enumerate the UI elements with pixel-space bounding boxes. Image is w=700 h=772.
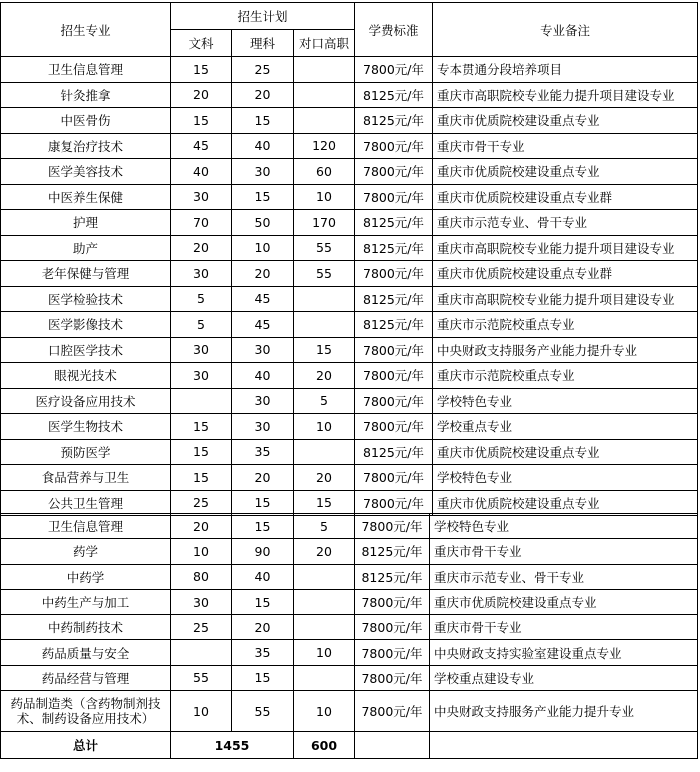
science-cell: 40 — [232, 133, 294, 159]
science-cell: 90 — [232, 539, 294, 564]
vocational-cell: 55 — [294, 235, 355, 261]
science-cell: 20 — [232, 465, 294, 491]
table-row — [1, 210, 698, 236]
table-row — [1, 615, 698, 640]
major-cell: 食品营养与卫生 — [1, 465, 171, 491]
table-row — [1, 82, 698, 108]
arts-cell: 15 — [171, 439, 232, 465]
table-row — [1, 640, 698, 665]
table-row — [1, 439, 698, 465]
table-row — [1, 235, 698, 261]
total-label: 总计 — [1, 732, 171, 759]
fee-cell: 8125元/年 — [355, 286, 433, 312]
note-cell: 学校重点专业 — [433, 414, 698, 440]
vocational-cell: 20 — [294, 363, 355, 389]
table-row — [1, 388, 698, 414]
arts-cell: 25 — [171, 490, 232, 516]
note-cell: 重庆市示范专业、骨干专业 — [430, 564, 698, 589]
arts-cell: 15 — [171, 57, 232, 83]
arts-cell: 80 — [171, 564, 232, 589]
major-cell: 预防医学 — [1, 439, 171, 465]
fee-cell: 7800元/年 — [355, 159, 433, 185]
science-cell: 40 — [232, 564, 294, 589]
table-row — [1, 589, 698, 614]
fee-cell: 7800元/年 — [355, 133, 433, 159]
arts-cell: 10 — [171, 691, 232, 732]
arts-cell: 10 — [171, 539, 232, 564]
vocational-cell — [294, 286, 355, 312]
vocational-cell: 15 — [294, 490, 355, 516]
major-cell: 医学检验技术 — [1, 286, 171, 312]
vocational-cell: 120 — [294, 133, 355, 159]
science-cell: 30 — [232, 388, 294, 414]
science-cell: 35 — [232, 439, 294, 465]
fee-cell: 8125元/年 — [355, 312, 433, 338]
fee-cell: 8125元/年 — [355, 564, 430, 589]
total-vocational: 600 — [294, 732, 355, 759]
table-row — [1, 159, 698, 185]
header-plan: 招生计划 — [171, 3, 355, 30]
header-science: 理科 — [232, 30, 294, 57]
science-cell: 25 — [232, 57, 294, 83]
vocational-cell: 15 — [294, 337, 355, 363]
note-cell: 重庆市优质院校建设重点专业 — [433, 439, 698, 465]
table-row — [1, 665, 698, 690]
major-cell: 中药制药技术 — [1, 615, 171, 640]
table-row — [1, 261, 698, 287]
note-cell: 重庆市优质院校建设重点专业群 — [433, 184, 698, 210]
science-cell: 20 — [232, 82, 294, 108]
fee-cell: 7800元/年 — [355, 414, 433, 440]
science-cell: 30 — [232, 337, 294, 363]
note-cell: 重庆市高职院校专业能力提升项目建设专业 — [433, 82, 698, 108]
fee-cell: 7800元/年 — [355, 514, 430, 539]
vocational-cell: 10 — [294, 184, 355, 210]
note-cell: 重庆市示范院校重点专业 — [433, 312, 698, 338]
fee-cell: 7800元/年 — [355, 589, 430, 614]
science-cell: 15 — [232, 514, 294, 539]
arts-cell: 30 — [171, 337, 232, 363]
table-row — [1, 363, 698, 389]
science-cell: 30 — [232, 159, 294, 185]
major-cell: 中医养生保健 — [1, 184, 171, 210]
arts-cell: 15 — [171, 108, 232, 134]
enrollment-table-part2 — [0, 513, 698, 759]
header-major: 招生专业 — [1, 3, 171, 57]
major-cell: 中药生产与加工 — [1, 589, 171, 614]
table-row — [1, 414, 698, 440]
table-row — [1, 514, 698, 539]
arts-cell — [171, 388, 232, 414]
note-cell: 重庆市示范院校重点专业 — [433, 363, 698, 389]
major-cell: 老年保健与管理 — [1, 261, 171, 287]
fee-cell: 8125元/年 — [355, 539, 430, 564]
vocational-cell — [294, 312, 355, 338]
science-cell: 45 — [232, 286, 294, 312]
arts-cell: 55 — [171, 665, 232, 690]
major-cell: 眼视光技术 — [1, 363, 171, 389]
fee-cell: 7800元/年 — [355, 490, 433, 516]
vocational-cell — [294, 108, 355, 134]
vocational-cell: 5 — [294, 514, 355, 539]
note-cell: 重庆市优质院校建设重点专业 — [433, 159, 698, 185]
vocational-cell: 5 — [294, 388, 355, 414]
major-cell: 药学 — [1, 539, 171, 564]
fee-cell: 7800元/年 — [355, 465, 433, 491]
science-cell: 15 — [232, 108, 294, 134]
science-cell: 15 — [232, 490, 294, 516]
table-row — [1, 108, 698, 134]
arts-cell: 25 — [171, 615, 232, 640]
table-row — [1, 691, 698, 732]
science-cell: 30 — [232, 414, 294, 440]
arts-cell: 40 — [171, 159, 232, 185]
arts-cell: 20 — [171, 82, 232, 108]
science-cell: 40 — [232, 363, 294, 389]
science-cell: 15 — [232, 589, 294, 614]
enrollment-table-part1 — [0, 2, 698, 516]
note-cell: 重庆市优质院校建设重点专业 — [430, 589, 698, 614]
major-cell: 护理 — [1, 210, 171, 236]
major-cell: 针灸推拿 — [1, 82, 171, 108]
arts-cell: 45 — [171, 133, 232, 159]
arts-cell — [171, 640, 232, 665]
vocational-cell — [294, 439, 355, 465]
table-row — [1, 57, 698, 83]
total-fee-empty — [355, 732, 430, 759]
fee-cell: 7800元/年 — [355, 363, 433, 389]
major-cell: 助产 — [1, 235, 171, 261]
table-row — [1, 133, 698, 159]
arts-cell: 15 — [171, 414, 232, 440]
fee-cell: 7800元/年 — [355, 261, 433, 287]
vocational-cell: 10 — [294, 640, 355, 665]
fee-cell: 7800元/年 — [355, 337, 433, 363]
vocational-cell: 20 — [294, 465, 355, 491]
table-row — [1, 337, 698, 363]
note-cell: 重庆市优质院校建设重点专业 — [433, 490, 698, 516]
major-cell: 医学影像技术 — [1, 312, 171, 338]
note-cell: 重庆市高职院校专业能力提升项目建设专业 — [433, 286, 698, 312]
note-cell: 学校特色专业 — [433, 465, 698, 491]
science-cell: 20 — [232, 615, 294, 640]
fee-cell: 8125元/年 — [355, 235, 433, 261]
table-body-part1 — [1, 57, 698, 516]
note-cell: 重庆市优质院校建设重点专业 — [433, 108, 698, 134]
vocational-cell — [294, 589, 355, 614]
fee-cell: 8125元/年 — [355, 439, 433, 465]
table-row — [1, 564, 698, 589]
vocational-cell: 60 — [294, 159, 355, 185]
major-cell: 中药学 — [1, 564, 171, 589]
note-cell: 专本贯通分段培养项目 — [433, 57, 698, 83]
note-cell: 重庆市高职院校专业能力提升项目建设专业 — [433, 235, 698, 261]
arts-cell: 20 — [171, 235, 232, 261]
note-cell: 重庆市骨干专业 — [433, 133, 698, 159]
note-cell: 重庆市骨干专业 — [430, 615, 698, 640]
science-cell: 55 — [232, 691, 294, 732]
vocational-cell: 170 — [294, 210, 355, 236]
fee-cell: 7800元/年 — [355, 615, 430, 640]
vocational-cell: 55 — [294, 261, 355, 287]
major-cell: 医疗设备应用技术 — [1, 388, 171, 414]
note-cell: 学校特色专业 — [430, 514, 698, 539]
note-cell: 学校重点建设专业 — [430, 665, 698, 690]
science-cell: 20 — [232, 261, 294, 287]
header-arts: 文科 — [171, 30, 232, 57]
vocational-cell: 10 — [294, 691, 355, 732]
major-cell: 口腔医学技术 — [1, 337, 171, 363]
table-row — [1, 465, 698, 491]
note-cell: 重庆市优质院校建设重点专业群 — [433, 261, 698, 287]
major-cell: 药品质量与安全 — [1, 640, 171, 665]
major-cell: 康复治疗技术 — [1, 133, 171, 159]
fee-cell: 8125元/年 — [355, 210, 433, 236]
table-row — [1, 184, 698, 210]
science-cell: 50 — [232, 210, 294, 236]
fee-cell: 8125元/年 — [355, 108, 433, 134]
arts-cell: 70 — [171, 210, 232, 236]
fee-cell: 7800元/年 — [355, 691, 430, 732]
vocational-cell: 20 — [294, 539, 355, 564]
fee-cell: 7800元/年 — [355, 184, 433, 210]
note-cell: 中央财政支持实验室建设重点专业 — [430, 640, 698, 665]
table-body-part2 — [1, 514, 698, 732]
arts-cell: 30 — [171, 363, 232, 389]
major-cell: 卫生信息管理 — [1, 57, 171, 83]
arts-cell: 5 — [171, 312, 232, 338]
fee-cell: 8125元/年 — [355, 82, 433, 108]
major-cell: 医学美容技术 — [1, 159, 171, 185]
vocational-cell — [294, 57, 355, 83]
arts-cell: 30 — [171, 184, 232, 210]
arts-cell: 20 — [171, 514, 232, 539]
note-cell: 中央财政支持服务产业能力提升专业 — [433, 337, 698, 363]
vocational-cell — [294, 564, 355, 589]
science-cell: 35 — [232, 640, 294, 665]
table-row — [1, 312, 698, 338]
arts-cell: 15 — [171, 465, 232, 491]
note-cell: 中央财政支持服务产业能力提升专业 — [430, 691, 698, 732]
arts-cell: 30 — [171, 589, 232, 614]
fee-cell: 7800元/年 — [355, 665, 430, 690]
header-vocational: 对口高职 — [294, 30, 355, 57]
note-cell: 重庆市骨干专业 — [430, 539, 698, 564]
total-arts-science: 1455 — [171, 732, 294, 759]
fee-cell: 7800元/年 — [355, 388, 433, 414]
science-cell: 45 — [232, 312, 294, 338]
note-cell: 学校特色专业 — [433, 388, 698, 414]
major-cell: 药品经营与管理 — [1, 665, 171, 690]
science-cell: 15 — [232, 665, 294, 690]
major-cell: 医学生物技术 — [1, 414, 171, 440]
fee-cell: 7800元/年 — [355, 57, 433, 83]
header-note: 专业备注 — [433, 3, 698, 57]
header-fee: 学费标准 — [355, 3, 433, 57]
arts-cell: 30 — [171, 261, 232, 287]
major-cell: 中医骨伤 — [1, 108, 171, 134]
major-cell: 公共卫生管理 — [1, 490, 171, 516]
table-row — [1, 539, 698, 564]
arts-cell: 5 — [171, 286, 232, 312]
vocational-cell — [294, 82, 355, 108]
note-cell: 重庆市示范专业、骨干专业 — [433, 210, 698, 236]
table-row — [1, 286, 698, 312]
total-row — [1, 732, 698, 759]
major-cell: 卫生信息管理 — [1, 514, 171, 539]
vocational-cell — [294, 665, 355, 690]
science-cell: 10 — [232, 235, 294, 261]
vocational-cell: 10 — [294, 414, 355, 440]
fee-cell: 7800元/年 — [355, 640, 430, 665]
science-cell: 15 — [232, 184, 294, 210]
vocational-cell — [294, 615, 355, 640]
total-note-empty — [430, 732, 698, 759]
major-cell: 药品制造类（含药物制剂技术、制药设备应用技术） — [1, 691, 171, 732]
table-row — [1, 490, 698, 516]
